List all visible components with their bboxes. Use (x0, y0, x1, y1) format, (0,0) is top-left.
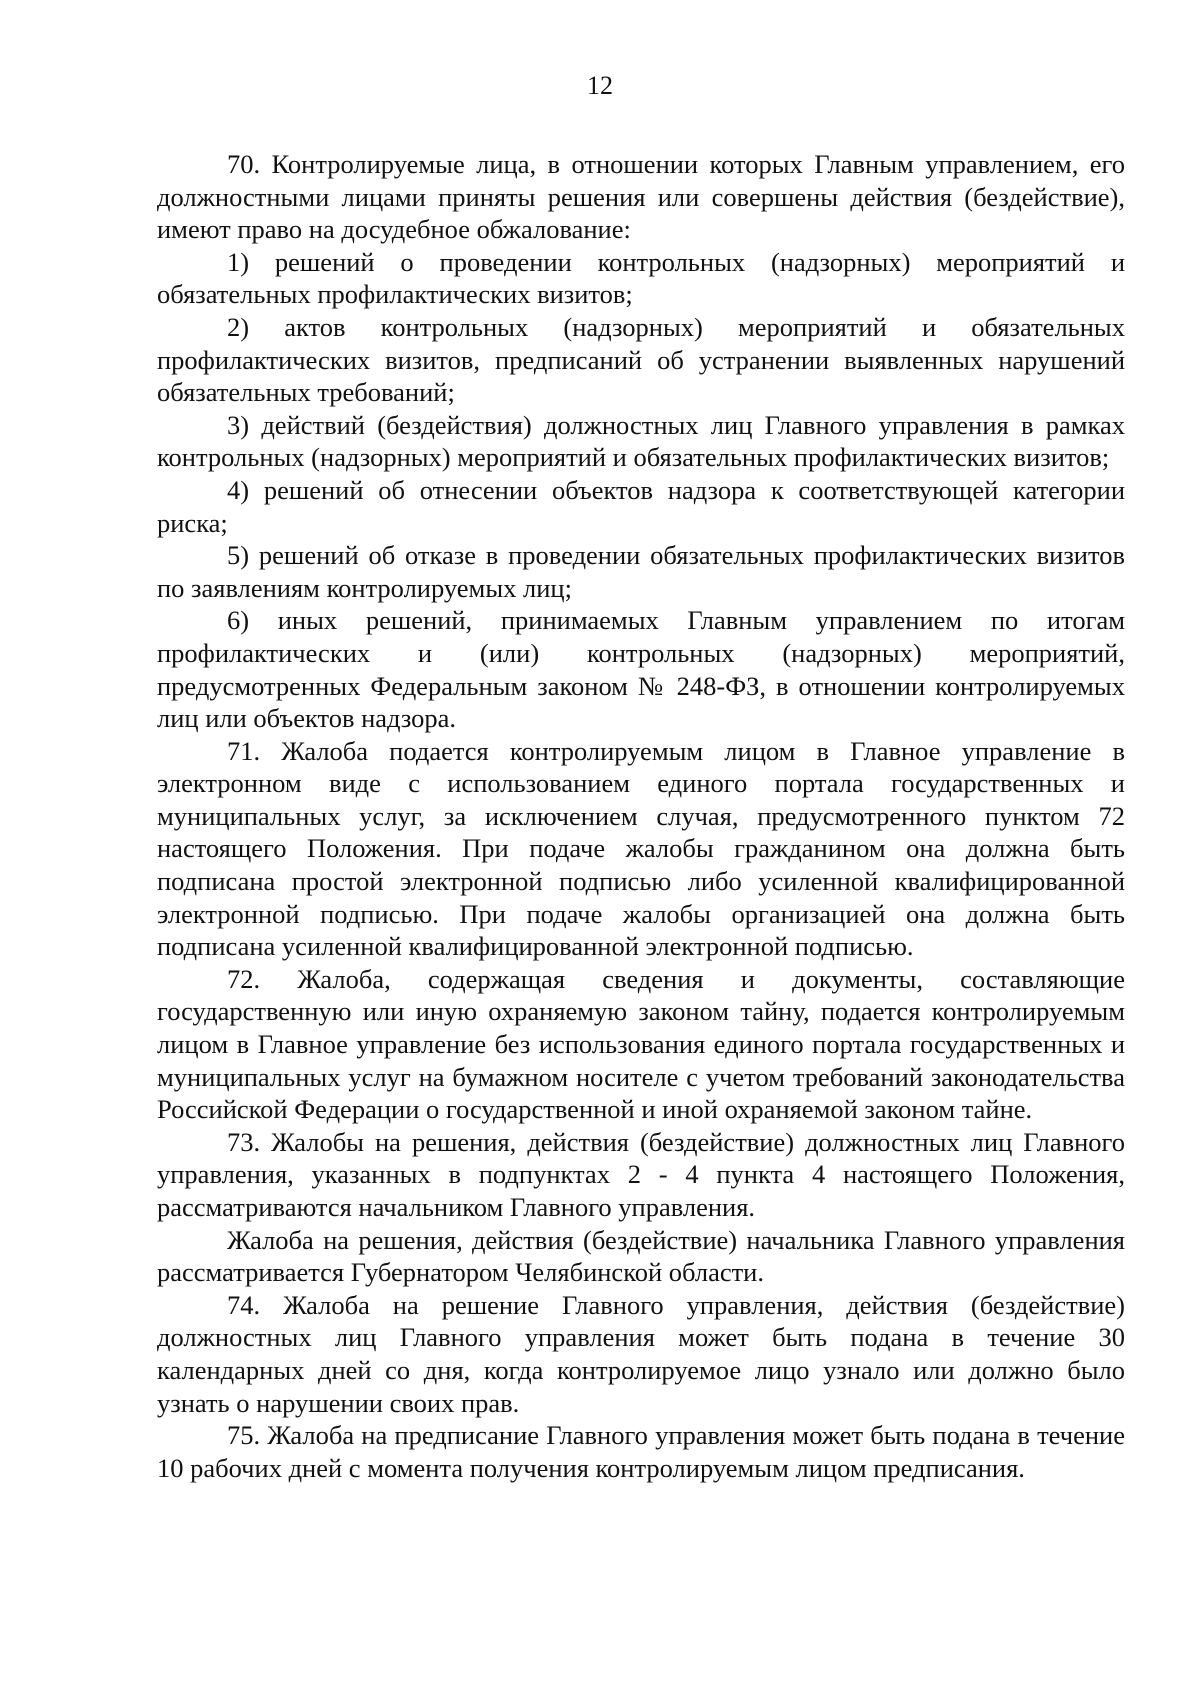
paragraph-70-item-5: 5) решений об отказе в проведении обязательных профилактических визитов по заявлениям контролируемых лиц; (157, 540, 1125, 603)
paragraph-74: 74. Жалоба на решение Главного управления, действия (бездействие) должностных лиц Главного управления может быть подана в течение 30 календарных дней со дня, когда контролируемое лицо узнало или должно было узнать о нарушении своих прав. (157, 1289, 1125, 1418)
paragraph-73: 73. Жалобы на решения, действия (бездействие) должностных лиц Главного управления, указанных в подпунктах 2 - 4 пункта 4 настоящего Положения, рассматриваются начальником Главного управления. (157, 1126, 1125, 1222)
paragraph-70-item-1: 1) решений о проведении контрольных (надзорных) мероприятий и обязательных профилактических визитов; (157, 246, 1125, 310)
document-body (157, 148, 1125, 1484)
paragraph-70-item-2: 2) актов контрольных (надзорных) мероприятий и обязательных профилактических визитов, предписаний об устранении выявленных нарушений обязательных требований; (157, 311, 1125, 408)
paragraph-70: 70. Контролируемые лица, в отношении которых Главным управлением, его должностными лицами приняты решения или совершены действия (бездействие), имеют право на досудебное обжалование: (157, 149, 1125, 245)
paragraph-73-continued: Жалоба на решения, действия (бездействие) начальника Главного управления рассматривается Губернатором Челябинской области. (157, 1224, 1125, 1288)
paragraph-70-item-4: 4) решений об отнесении объектов надзора к соответствующей категории риска; (157, 474, 1125, 538)
paragraph-71: 71. Жалоба подается контролируемым лицом в Главное управление в электронном виде с использованием единого портала государственных и муниципальных услуг, за исключением случая, предусмотренного пунктом 72 настоящего Положения. При подаче жалобы гражданином она должна быть подписана простой электронной подписью либо усиленной квалифицированной электронной подписью. При подаче жалобы организацией она должна быть подписана усиленной квалифицированной электронной подписью. (157, 735, 1125, 962)
paragraph-72: 72. Жалоба, содержащая сведения и документы, составляющие государственную или иную охраняемую законом тайну, подается контролируемым лицом в Главное управление без использования единого портала государственных и муниципальных услуг на бумажном носителе с учетом требований законодательства Российской Федерации о государственной и иной охраняемой законом тайне. (157, 963, 1125, 1125)
paragraph-75: 75. Жалоба на предписание Главного управления может быть подана в течение 10 рабочих дней с момента получения контролируемым лицом предписания. (157, 1420, 1125, 1483)
paragraph-70-item-6: 6) иных решений, принимаемых Главным управлением по итогам профилактических и (или) контрольных (надзорных) мероприятий, предусмотренных Федеральным законом № 248-ФЗ, в отношении контролируемых лиц или объектов надзора. (157, 605, 1125, 734)
page-number: 12 (587, 71, 613, 100)
paragraph-70-item-3: 3) действий (бездействия) должностных лиц Главного управления в рамках контрольных (надзорных) мероприятий и обязательных профилактических визитов; (157, 409, 1125, 473)
